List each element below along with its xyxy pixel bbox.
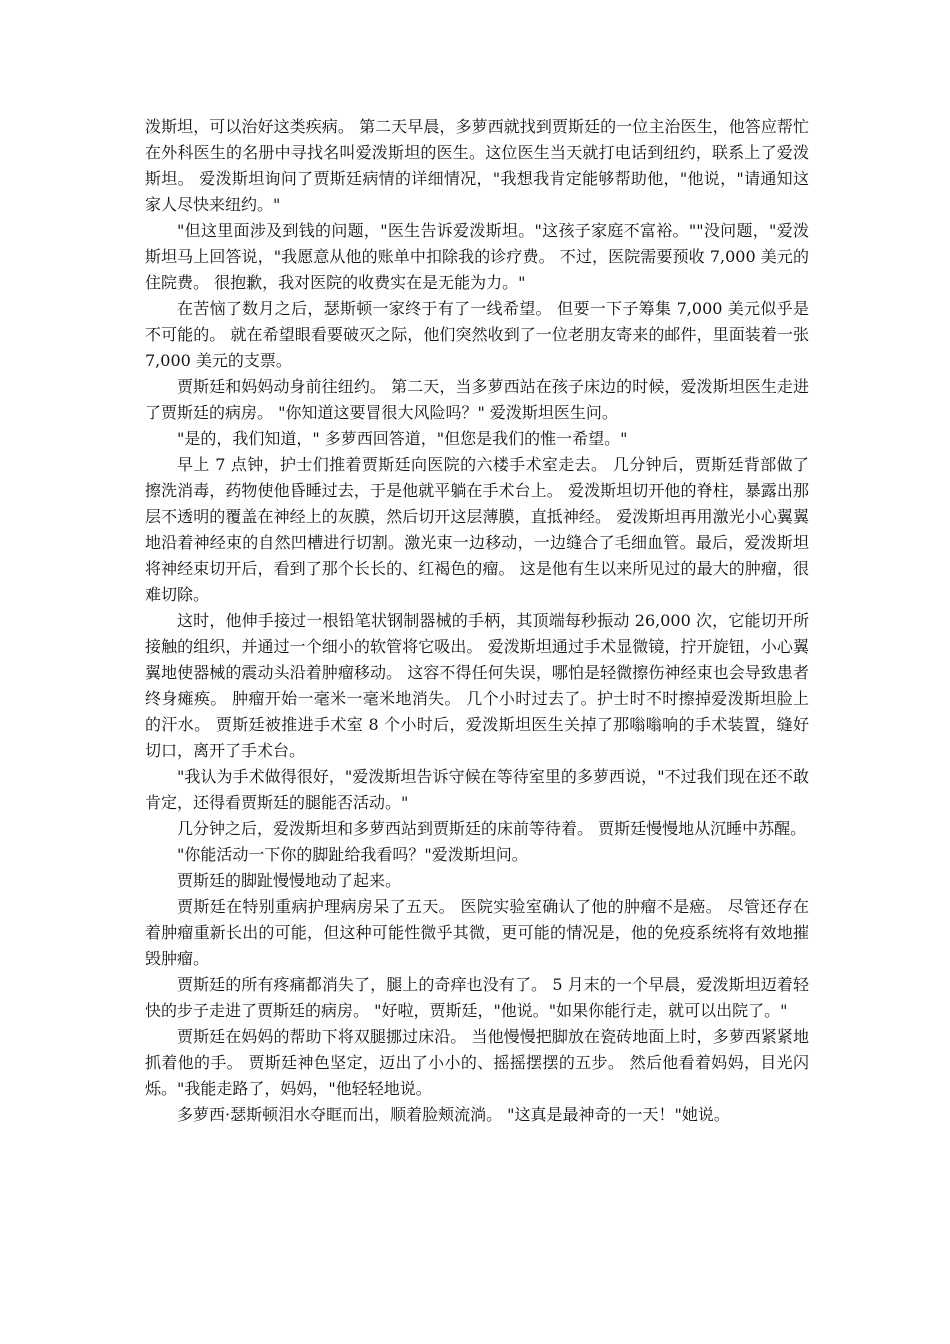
document-page <box>145 114 809 1128</box>
paragraph-1: 泼斯坦，可以治好这类疾病。 第二天早晨，多萝西就找到贾斯廷的一位主治医生，他答应帮忙在外科医生的名册中寻找名叫爱泼斯坦的医生。这位医生当天就打电话到纽约，联系上了爱泼斯坦。 爱泼斯坦询问了贾斯廷病情的详细情况，"我想我肯定能够帮助他，"他说，"请通知这家人尽快来纽约。" <box>145 117 809 214</box>
paragraph-12: 贾斯廷在特别重病护理病房呆了五天。 医院实验室确认了他的肿瘤不是癌。 尽管还存在着肿瘤重新长出的可能，但这种可能性微乎其微，更可能的情况是，他的免疫系统将有效地摧毁肿瘤。 <box>145 897 809 968</box>
paragraph-4: 贾斯廷和妈妈动身前往纽约。 第二天，当多萝西站在孩子床边的时候，爱泼斯坦医生走进了贾斯廷的病房。 "你知道这要冒很大风险吗？" 爱泼斯坦医生问。 <box>145 377 809 422</box>
paragraph-10: "你能活动一下你的脚趾给我看吗？"爱泼斯坦问。 <box>177 845 528 864</box>
paragraph-14: 贾斯廷在妈妈的帮助下将双腿挪过床沿。 当他慢慢把脚放在瓷砖地面上时，多萝西紧紧地抓着他的手。 贾斯廷神色坚定，迈出了小小的、摇摇摆摆的五步。 然后他看着妈妈，目光闪烁。"我能走路了，妈妈，"他轻轻地说。 <box>145 1027 809 1098</box>
paragraph-5: "是的，我们知道，" 多萝西回答道，"但您是我们的惟一希望。" <box>177 429 628 448</box>
paragraph-6: 早上 7 点钟，护士们推着贾斯廷向医院的六楼手术室走去。 几分钟后，贾斯廷背部做了擦洗消毒，药物使他昏睡过去，于是他就平躺在手术台上。 爱泼斯坦切开他的脊柱，暴露出那层不透明的覆盖在神经上的灰膜，然后切开这层薄膜，直抵神经。 爱泼斯坦再用激光小心翼翼地沿着神经束的自然凹槽进行切割。激光束一边移动，一边缝合了毛细血管。最后，爱泼斯坦将神经束切开后，看到了那个长长的、红褐色的瘤。 这是他有生以来所见过的最大的肿瘤，很难切除。 <box>145 455 809 604</box>
paragraph-2: "但这里面涉及到钱的问题，"医生告诉爱泼斯坦。"这孩子家庭不富裕。""没问题，"爱泼斯坦马上回答说，"我愿意从他的账单中扣除我的诊疗费。 不过，医院需要预收 7,000 美元的住院费。 很抱歉，我对医院的收费实在是无能为力。" <box>145 221 809 292</box>
paragraph-7: 这时，他伸手接过一根铅笔状钢制器械的手柄，其顶端每秒振动 26,000 次，它能切开所接触的组织，并通过一个细小的软管将它吸出。 爱泼斯坦通过手术显微镜，拧开旋钮，小心翼翼地使器械的震动头沿着肿瘤移动。 这容不得任何失误，哪怕是轻微擦伤神经束也会导致患者终身瘫痪。 肿瘤开始一毫米一毫米地消失。 几个小时过去了。护士时不时擦掉爱泼斯坦脸上的汗水。 贾斯廷被推进手术室 8 个小时后，爱泼斯坦医生关掉了那嗡嗡响的手术装置，缝好切口，离开了手术台。 <box>145 611 809 760</box>
paragraph-8: "我认为手术做得很好，"爱泼斯坦告诉守候在等待室里的多萝西说，"不过我们现在还不敢肯定，还得看贾斯廷的腿能否活动。" <box>145 767 809 812</box>
paragraph-9: 几分钟之后，爱泼斯坦和多萝西站到贾斯廷的床前等待着。 贾斯廷慢慢地从沉睡中苏醒。 <box>177 819 807 838</box>
paragraph-3: 在苦恼了数月之后，瑟斯顿一家终于有了一线希望。 但要一下子筹集 7,000 美元似乎是不可能的。 就在希望眼看要破灭之际，他们突然收到了一位老朋友寄来的邮件，里面装着一张 7,000 美元的支票。 <box>145 299 809 370</box>
paragraph-11: 贾斯廷的脚趾慢慢地动了起来。 <box>177 871 402 890</box>
paragraph-15: 多萝西·瑟斯顿泪水夺眶而出，顺着脸颊流淌。 "这真是最神奇的一天！"她说。 <box>177 1105 730 1124</box>
paragraph-13: 贾斯廷的所有疼痛都消失了，腿上的奇痒也没有了。 5 月末的一个早晨，爱泼斯坦迈着轻快的步子走进了贾斯廷的病房。 "好啦，贾斯廷，"他说。"如果你能行走，就可以出院了。" <box>145 975 809 1020</box>
